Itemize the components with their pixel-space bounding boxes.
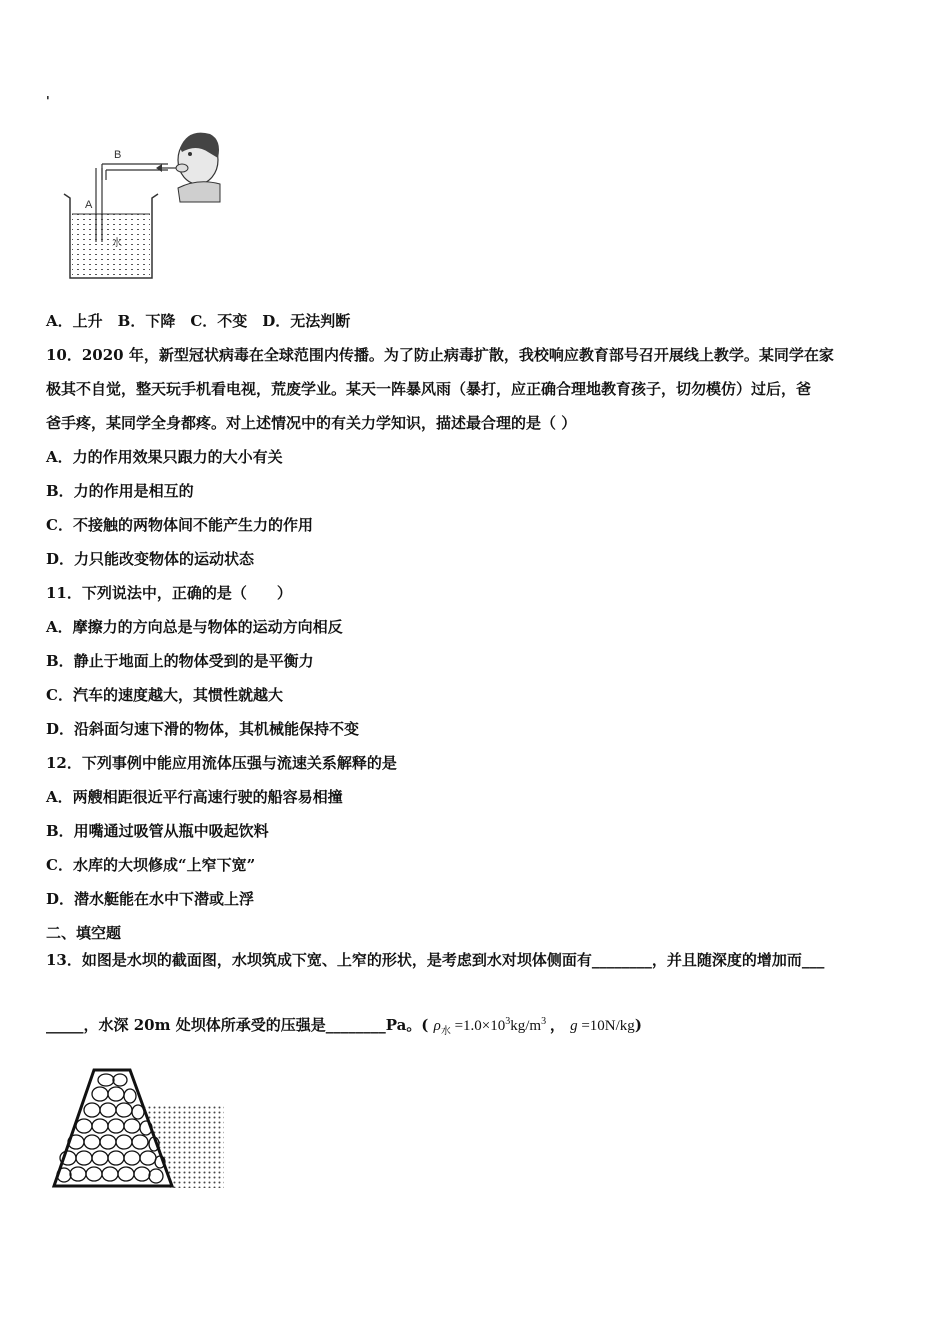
q12-option-d: D．潜水艇能在水中下潜或上浮 bbox=[46, 890, 255, 908]
dam-cross-section-figure bbox=[48, 1066, 228, 1190]
close-paren: ) bbox=[634, 1016, 642, 1034]
formula-comma: ， bbox=[549, 1016, 565, 1034]
density-exponent: 3 bbox=[505, 1016, 511, 1027]
rho-symbol: ρ bbox=[433, 1018, 441, 1034]
q11-option-d: D．沿斜面匀速下滑的物体，其机械能保持不变 bbox=[46, 720, 360, 738]
rho-subscript: 水 bbox=[440, 1026, 451, 1037]
q11-option-a: A．摩擦力的方向总是与物体的运动方向相反 bbox=[46, 618, 343, 636]
q10-option-d: D．力只能改变物体的运动状态 bbox=[46, 550, 255, 568]
q12-stem: 12．下列事例中能应用流体压强与流速关系解释的是 bbox=[46, 754, 397, 772]
boy-figure bbox=[176, 133, 220, 202]
density-formula bbox=[433, 1016, 550, 1037]
q11-option-c: C．汽车的速度越大，其惯性就越大 bbox=[46, 686, 283, 704]
unit-exponent: 3 bbox=[541, 1016, 547, 1027]
label-water: 水 bbox=[112, 238, 122, 249]
q10-stem-line2: 极其不自觉，整天玩手机看电视，荒废学业。某天一阵暴风雨（暴打，应正确合理地教育孩子，切勿模仿）过后，爸 bbox=[46, 380, 812, 398]
gravity-value: =10N/kg bbox=[581, 1018, 635, 1034]
g-symbol: g bbox=[570, 1018, 578, 1034]
q11-stem: 11．下列说法中，正确的是（ ） bbox=[46, 584, 292, 602]
q10-stem-line1: 10．2020 年，新型冠状病毒在全球范围内传播。为了防止病毒扩散，我校响应教育部号召开展线上教学。某同学在家 bbox=[46, 346, 834, 364]
blowing-tube-figure bbox=[58, 118, 226, 286]
density-value: =1.0×10 bbox=[454, 1018, 506, 1034]
q10-option-a: A．力的作用效果只跟力的大小有关 bbox=[46, 448, 283, 466]
q10-option-b: B．力的作用是相互的 bbox=[46, 482, 194, 500]
q13-line2-text: _____，水深 20m 处坝体所承受的压强是________Pa。( bbox=[46, 1016, 429, 1034]
gravity-formula bbox=[570, 1018, 635, 1034]
q10-stem-line3: 爸手疼，某同学全身都疼。对上述情况中的有关力学知识，描述最合理的是（ ） bbox=[46, 414, 577, 432]
q12-option-c: C．水库的大坝修成“上窄下宽” bbox=[46, 856, 256, 874]
q12-option-a: A．两艘相距很近平行高速行驶的船容易相撞 bbox=[46, 788, 343, 806]
section-heading: 二、填空题 bbox=[46, 924, 122, 942]
label-a: A bbox=[85, 199, 93, 211]
stray-mark: ' bbox=[46, 94, 50, 108]
density-unit: kg/m bbox=[510, 1018, 542, 1034]
q13-line2 bbox=[46, 1012, 642, 1042]
label-b: B bbox=[114, 149, 122, 161]
q10-option-c: C．不接触的两物体间不能产生力的作用 bbox=[46, 516, 313, 534]
q12-option-b: B．用嘴通过吸管从瓶中吸起饮料 bbox=[46, 822, 269, 840]
water-pattern bbox=[72, 214, 150, 276]
q9-options: A．上升 B．下降 C．不变 D．无法判断 bbox=[46, 312, 351, 330]
q11-option-b: B．静止于地面上的物体受到的是平衡力 bbox=[46, 652, 314, 670]
q13-line1: 13．如图是水坝的截面图，水坝筑成下宽、上窄的形状，是考虑到水对坝体侧面有________，并且随深度的增加而___ bbox=[46, 951, 825, 969]
